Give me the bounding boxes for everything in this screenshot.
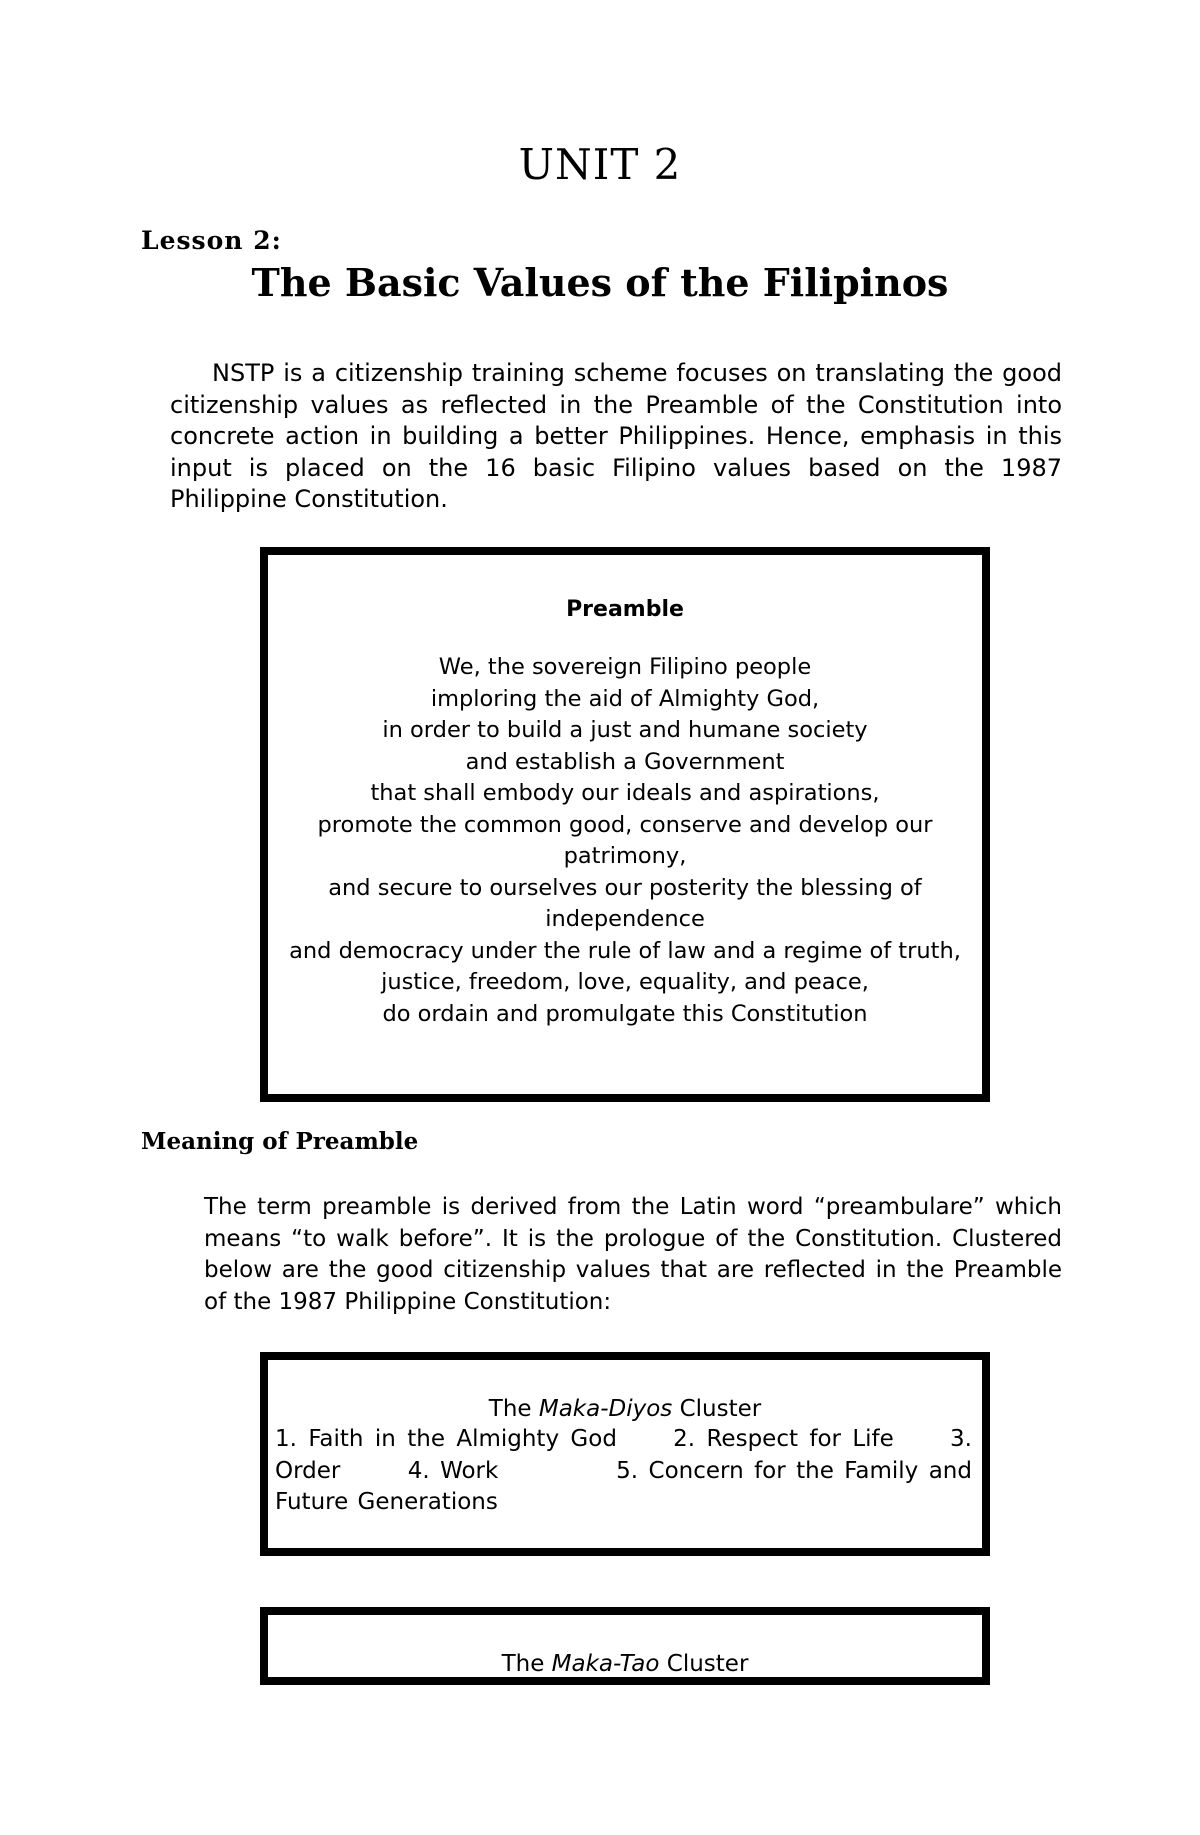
cluster-value: 4. Work [407,1457,499,1484]
preamble-line: in order to build a just and humane society [382,717,868,743]
preamble-line: promote the common good, conserve and develop our patrimony, [317,811,933,869]
preamble-line: and democracy under the rule of law and a regime of truth, [289,937,961,964]
preamble-line: that shall embody our ideals and aspirations, [370,780,880,806]
preamble-heading: Preamble [566,597,684,622]
cluster-title-suffix: Cluster [659,1651,749,1677]
preamble-line: imploring the aid of Almighty God, [430,685,820,712]
cluster-title-italic: Maka-Tao [551,1651,660,1677]
lesson-label: Lesson 2: [141,226,282,255]
preamble-line: and establish a Government [465,748,785,775]
preamble-line: do ordain and promulgate this Constitution [382,1000,868,1027]
maka-diyos-cluster-box [260,1352,990,1556]
cluster-title [268,1396,982,1422]
lesson-title: The Basic Values of the Filipinos [251,260,949,305]
preamble-line: justice, freedom, love, equality, and peace, [381,969,869,995]
preamble-box [260,547,990,1102]
cluster-title-suffix: Cluster [672,1396,762,1422]
cluster-title-prefix: The [501,1651,552,1677]
preamble-line: We, the sovereign Filipino people [438,654,812,680]
preamble-text [268,652,982,1030]
maka-tao-cluster-box [260,1607,990,1685]
cluster-value: 5. Concern for the Family and Future Generations [275,1457,972,1515]
meaning-heading: Meaning of Preamble [141,1128,419,1155]
unit-title: UNIT 2 [518,140,682,189]
cluster-value: 3. Order [275,1426,972,1484]
cluster-title [268,1651,982,1677]
cluster-values [268,1424,982,1519]
preamble-line: and secure to ourselves our posterity the blessing of independence [328,874,922,932]
cluster-value: 2. Respect for Life [673,1426,894,1452]
cluster-title-italic: Maka-Diyos [538,1396,673,1422]
cluster-title-prefix: The [488,1396,539,1422]
intro-paragraph: NSTP is a citizenship training scheme focuses on translating the good citizenship values as reflected in the Preamble of the Constitution into concrete action in building a better Philippines. Hence, emphasis in this input is placed on the 16 basic Filipino values based on the 1987 Philippine Constitution. [170,359,1062,513]
cluster-value: 1. Faith in the Almighty God [275,1426,617,1452]
meaning-paragraph: The term preamble is derived from the Latin word “preambulare” which means “to walk before”. It is the prologue of the Constitution. Clustered below are the good citizenship values that are reflected in the Preamble of the 1987 Philippine Constitution: [204,1194,1062,1315]
